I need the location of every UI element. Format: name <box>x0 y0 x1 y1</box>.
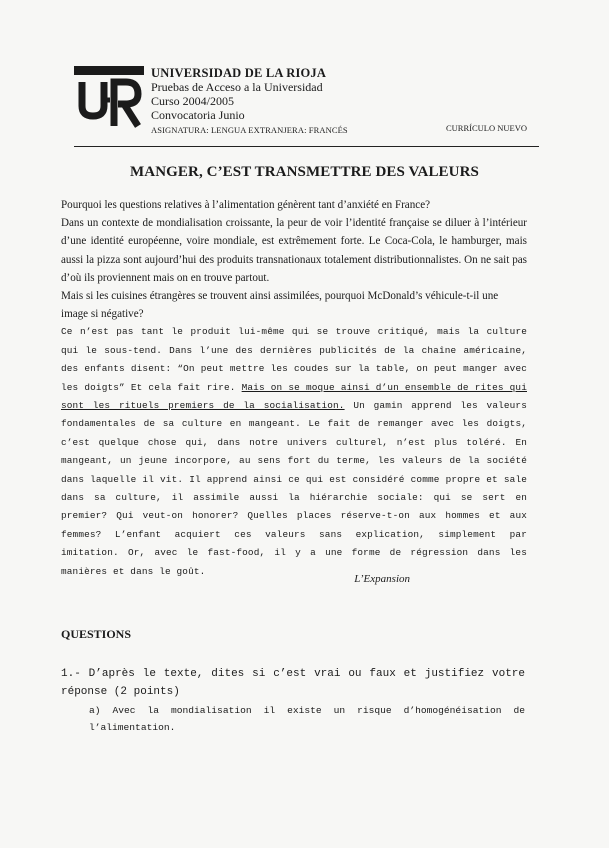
university-name: UNIVERSIDAD DE LA RIOJA <box>151 66 327 80</box>
university-logo-icon <box>74 66 144 128</box>
question-1a-text: a) Avec la mondialisation il existe un risque d’homogénéisation de l’alimentation. <box>89 705 525 733</box>
paragraph-2: Dans un contexte de mondialisation croissante, la peur de voir l’identité française se diluer à l’intérieur d’une identité européenne, voire mondiale, est extrêmement forte. Le Coca-Cola, le hamburger, mais aussi la pizza sont aujourd’hui des produits transnationaux totalement distributionnalistes. On ne sait pas d’où ils proviennent mais on en trouve partout. <box>61 217 527 284</box>
questions-heading: QUESTIONS <box>61 627 132 641</box>
paragraph-4 <box>61 323 527 581</box>
header-divider <box>74 146 539 147</box>
article-body <box>61 196 527 581</box>
exam-session: Convocatoria Junio <box>151 108 245 122</box>
exam-year: Curso 2004/2005 <box>151 94 235 108</box>
curriculum-label: CURRÍCULO NUEVO <box>446 123 527 133</box>
paragraph-3: Mais si les cuisines étrangères se trouvent ainsi assimilées, pourquoi McDonald’s véhicule-t-il une image si négative? <box>61 290 499 321</box>
header-block <box>151 66 348 137</box>
paragraph-4-underlined: Mais on se moque ainsi d’un ensemble de rites qui sont les rituels premiers de la socialisation. <box>61 381 527 412</box>
paragraph-4-end: Un gamin apprend les valeurs fondamentales de sa culture en mangeant. Le fait de remanger avec les doigts, c’est quelque chose qui, dans notre univers culturel, n’est plus toléré. En mangeant, un jeune incorpore, au sens fort du terme, les valeurs de la société dans laquelle il vit. Il apprend ainsi ce qui est considéré comme propre et sale dans sa culture, il assimile aussi la hiérarchie sociale: qui se sert en premier? Qui veut-on honorer? Quelles places réserve-t-on aux hommes et aux femmes? L’enfant acquiert ces valeurs sans explication, simplement par imitation. Or, avec le fast-food, il y a une forme de régression dans les manières et dans le goût. <box>61 400 527 577</box>
exam-subject: ASIGNATURA: LENGUA EXTRANJERA: FRANCÉS <box>151 125 348 135</box>
paragraph-4-start: Ce n’est pas tant le produit lui-même qui se trouve critiqué, mais la culture qui le sous-tend. Dans l’une des dernières publicités de la chaîne américaine, des enfants disent: “On peut mettre les coudes sur la table, on peut manger avec les doigts” Et cela fait rire. <box>61 326 527 393</box>
article-source: L’Expansion <box>354 573 410 585</box>
exam-type: Pruebas de Acceso a la Universidad <box>151 80 323 94</box>
question-1a <box>61 702 525 736</box>
question-1: 1.- D’après le texte, dites si c’est vrai ou faux et justifiez votre réponse (2 points) <box>61 668 525 698</box>
paragraph-1: Pourquoi les questions relatives à l’alimentation génèrent tant d’anxiété en France? <box>61 199 431 211</box>
page-title: MANGER, C’EST TRANSMETTRE DES VALEURS <box>130 164 479 180</box>
